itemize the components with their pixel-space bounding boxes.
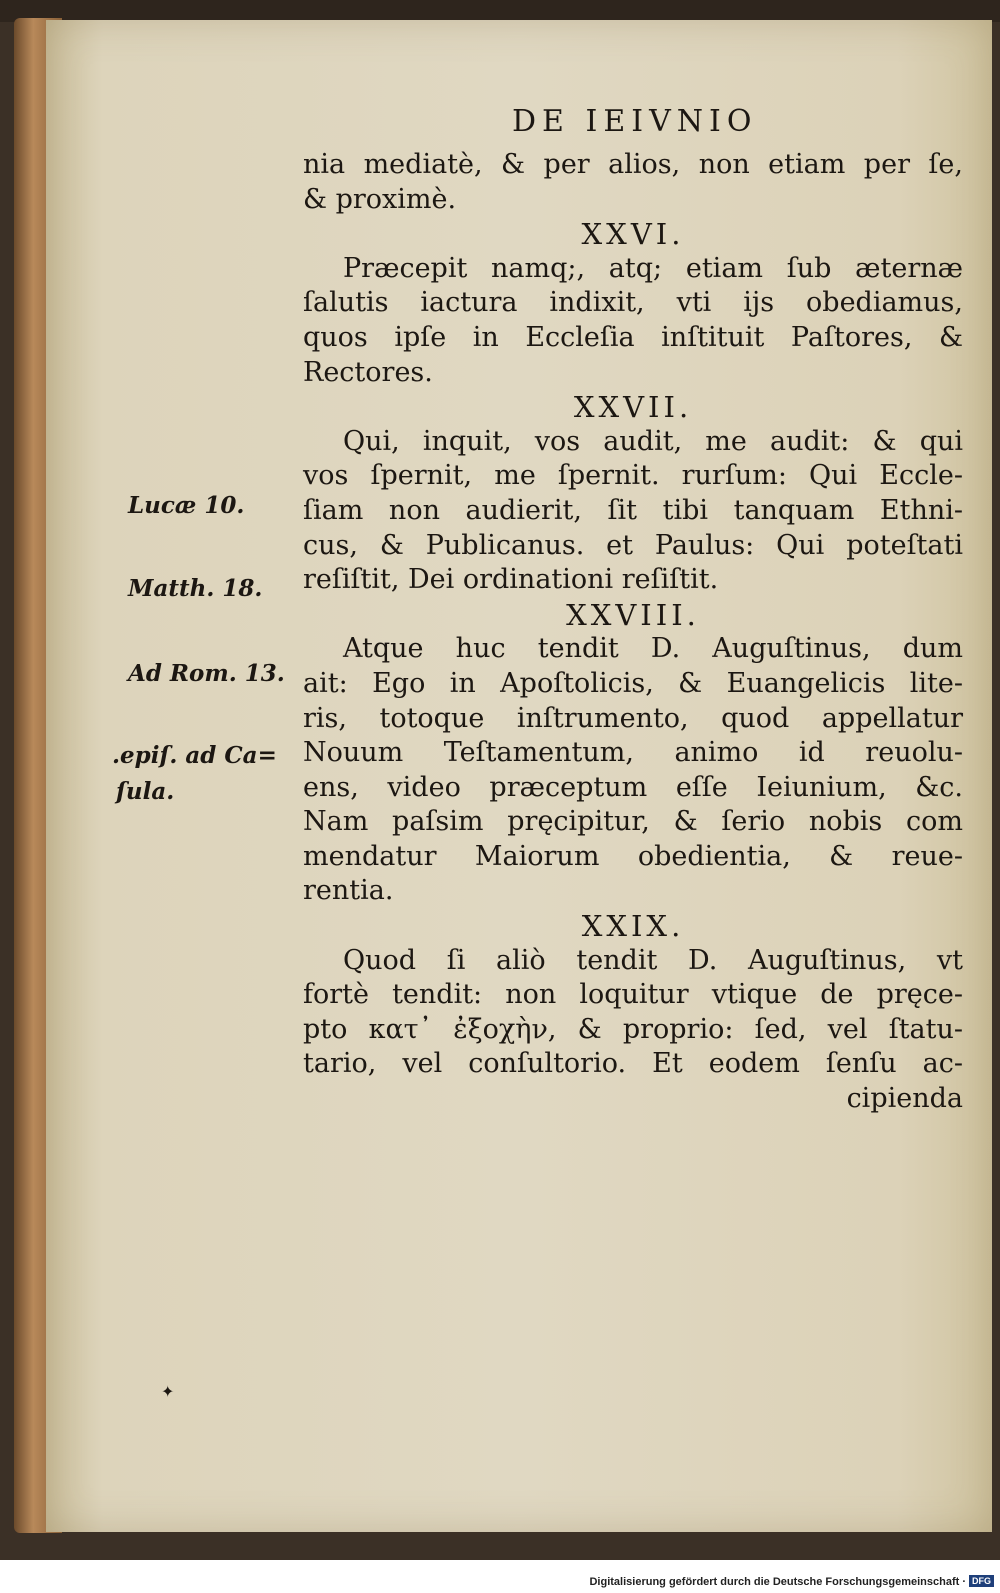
text-line: vos ſpernit, me ſpernit. rurſum: Qui Eccle- [303,460,963,492]
text-line: & proximè. [303,183,457,215]
text-line: Nam paſsim pręcipitur, & ſerio nobis com [303,806,963,838]
section-numeral: XXVIII. [566,597,700,632]
text-line: Qui, inquit, vos audit, me audit: & qui [343,425,963,457]
text-line: ris, totoque inſtrumento, quod appellatur [303,702,963,734]
book-board-top [0,0,1000,22]
text-line: fortè tendit: non loquitur vtique de pręce- [303,979,963,1011]
text-line: ſalutis iactura indixit, vti ijs obediamus, [303,287,963,319]
text-line: Nouum Teſtamentum, animo id reuolu- [303,737,963,769]
text-line: Præcepit namq;, atq; etiam ſub æternæ [343,252,963,284]
margin-note-epistle: .epiſ. ad Ca= [112,742,277,769]
running-head: DE IEIVNIO [512,104,758,139]
margin-note-epistle-cont: ſula. [116,778,175,805]
text-line: pto κατ᾽ ἐξοχὴν, & proprio: ſed, vel ſtatu- [303,1013,963,1045]
text-line: rentia. [303,875,394,907]
margin-note-matthew: Matth. 18. [128,575,263,602]
text-line: nia mediatè, & per alios, non etiam per ſe, [303,149,963,180]
dfg-logo: DFG [969,1575,994,1587]
footer-credit: Digitalisierung gefördert durch die Deutsche Forschungsgemeinschaft · [589,1576,966,1588]
text-line: ſiam non audierit, ſit tibi tanquam Ethni- [303,494,963,526]
text-line: Quod ſi aliò tendit D. Auguſtinus, vt [343,944,963,976]
text-line: cus, & Publicanus. et Paulus: Qui poteſtati [303,529,963,561]
text-line: quos ipſe in Eccleſia inſtituit Paſtores, & [303,321,963,353]
text-line: ens, video præceptum eſſe Ieiunium, &c. [303,771,963,803]
text-line: ait: Ego in Apoſtolicis, & Euangelicis lite- [303,667,963,699]
text-line: reſiſtit, Dei ordinationi reſiſtit. [303,564,719,596]
text-line: mendatur Maiorum obedientia, & reue- [303,840,963,872]
catchword: cipienda [846,1083,963,1115]
section-numeral: XXIX. [581,909,685,944]
text-line: Rectores. [303,356,433,388]
text-line: tario, vel conſultorio. Et eodem ſenſu ac- [303,1048,963,1080]
section-numeral: XXVII. [573,390,693,425]
margin-note-romans: Ad Rom. 13. [128,660,285,687]
main-text [303,148,963,1117]
ink-mark: ✦ [161,1382,175,1401]
text-line: Atque huc tendit D. Auguſtinus, dum [343,633,963,665]
margin-note-luke: Lucæ 10. [128,492,245,519]
section-numeral: XXVI. [581,217,685,252]
